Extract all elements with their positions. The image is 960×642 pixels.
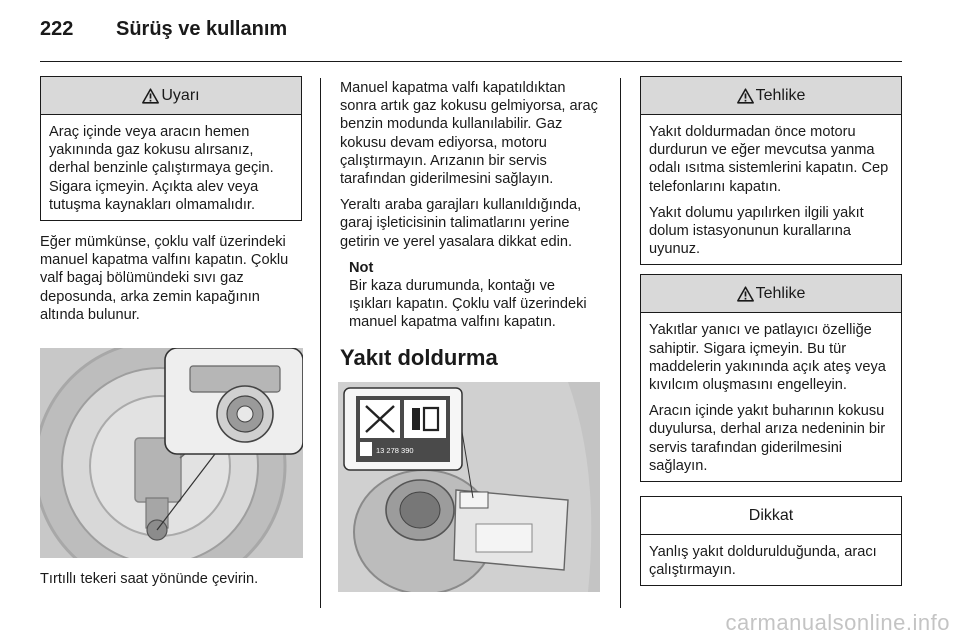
warning-box-header <box>41 77 301 115</box>
warning-box-body <box>41 115 301 220</box>
multivalve-drawing <box>40 348 303 558</box>
page-number: 222 <box>40 18 74 40</box>
warning-triangle-icon <box>737 88 754 104</box>
gas-smell-paragraph: Manuel kapatma valfı kapatıldıktan sonra artık gaz kokusu gelmiyorsa, araç benzin modunda kullanılabilir. Gaz kokusu devam ediyorsa, motoru çalıştırmayın. Arızanın bir servis tarafından giderilmesini sağlayın. <box>340 80 598 188</box>
figure-caption: Tırtıllı tekeri saat yönünde çevirin. <box>40 571 259 587</box>
fuel-filler-illustration <box>338 382 600 592</box>
page-header <box>40 18 920 52</box>
column-2 <box>340 76 602 372</box>
caution-box <box>640 496 902 586</box>
warning-triangle-icon <box>737 286 754 302</box>
fuel-filler-drawing <box>338 382 600 592</box>
danger-box-flammable-header <box>641 275 901 313</box>
caution-box-title: Dikkat <box>748 506 794 524</box>
warning-box <box>40 76 302 221</box>
danger-box-fueling-body <box>641 115 901 264</box>
header-rule <box>40 61 902 62</box>
multivalve-illustration <box>40 348 303 558</box>
section-title: Yakıt doldurma <box>340 344 498 370</box>
caution-box-header <box>641 497 901 535</box>
note-label: Not <box>349 259 374 276</box>
danger-flammable-text-2: Aracın içinde yakıt buharının kokusu duyulursa, derhal arıza nedeninin bir servis tarafından giderilmesini sağlayın. <box>649 403 886 474</box>
danger-fueling-text-1: Yakıt doldurmadan önce motoru durdurun ve eğer mevcutsa yanma odalı ısıtma sistemlerini kapatın. Cep telefonlarını kapatın. <box>649 124 889 195</box>
column-divider <box>620 78 621 608</box>
page-title: Sürüş ve kullanım <box>116 18 288 40</box>
danger-box-fueling-title: Tehlike <box>755 86 806 104</box>
garage-paragraph: Yeraltı araba garajları kullanıldığında, garaj işleticisinin talimatlarını yerine getirin ve yerel yasalara dikkat edin. <box>340 197 582 250</box>
caution-box-body <box>641 535 901 585</box>
caution-text: Yanlış yakıt doldurulduğunda, aracı çalıştırmayın. <box>649 544 877 579</box>
warning-text: Araç içinde veya aracın hemen yakınında gaz kokusu alırsanız, derhal benzinle çalıştırmaya geçin. Sigara içmeyin. Açıkta alev veya tutuşma kaynakları olmamalıdır. <box>49 124 274 213</box>
danger-box-fueling <box>640 76 902 265</box>
danger-box-fueling-header <box>641 77 901 115</box>
watermark: carmanualsonline.info <box>725 610 950 635</box>
danger-box-flammable-title: Tehlike <box>755 284 806 302</box>
warning-triangle-icon <box>142 88 159 104</box>
danger-box-flammable-body <box>641 313 901 481</box>
column-3 <box>640 76 902 586</box>
valve-paragraph: Eğer mümkünse, çoklu valf üzerindeki manuel kapatma valfını kapatın. Çoklu valf bagaj bölümündeki sıvı gaz deposunda, arka zemin kapağının altında bulunur. <box>40 234 289 323</box>
warning-box-title: Uyarı <box>161 86 200 104</box>
note-text: Bir kaza durumunda, kontağı ve ışıkları kapatın. Çoklu valf üzerindeki manuel kapatma valfını kapatın. <box>349 278 587 331</box>
figure-label-code: 13 278 390 <box>376 446 414 455</box>
danger-box-flammable <box>640 274 902 482</box>
danger-flammable-text-1: Yakıtlar yanıcı ve patlayıcı özelliğe sahiptir. Sigara içmeyin. Bu tür maddelerin yakınında açık ateş veya kıvılcım oluşmasını engelleyin. <box>649 322 886 394</box>
column-divider <box>320 78 321 608</box>
note-block <box>349 259 602 332</box>
danger-fueling-text-2: Yakıt dolumu yapılırken ilgili yakıt dolum istasyonunun kurallarına uyunuz. <box>649 204 864 258</box>
column-1 <box>40 76 302 324</box>
